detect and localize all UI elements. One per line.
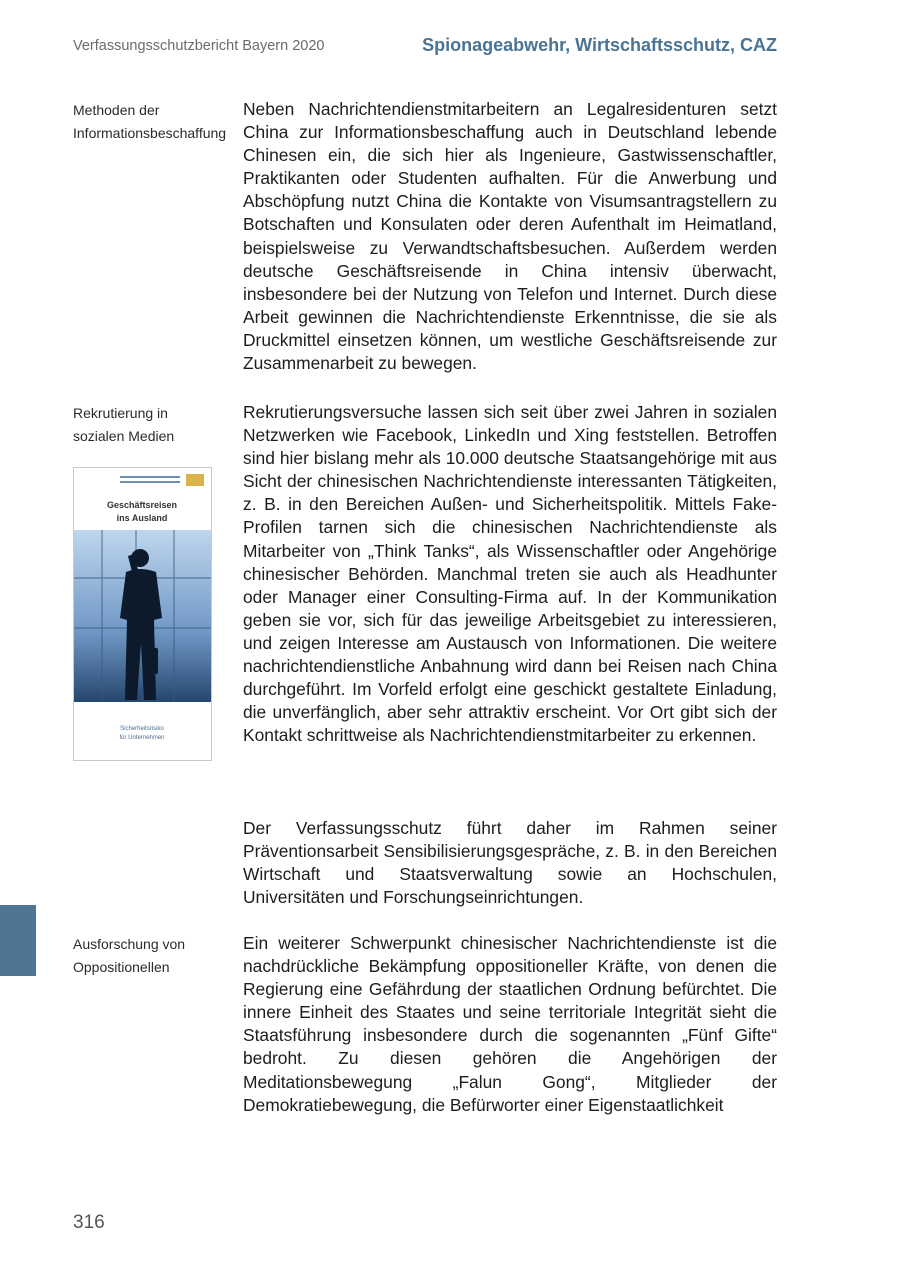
brochure-footer-line2: für Unternehmen xyxy=(119,735,165,741)
paragraph-rekrutierung: Rekrutierungsversuche lassen sich seit über zwei Jahren in sozialen Netzwerken wie Facebook, LinkedIn und Xing feststellen. Betroffen sind hier bislang mehr als 10.000 deutsche Staatsangehörige mit aus Sicht der chinesischen Nachrichtendienste interessanten Tätigkeiten, z. B. in den Bereichen Außen- und Sicherheitspolitik. Mittels Fake-Profilen tarnen sich die chinesischen Nachrichtendienste als Mitarbeiter von „Think Tanks“, als Wissenschaftler oder Angehörige chinesischer Behörden. Manchmal treten sie auch als Headhunter oder Manager einer Consulting-Firma auf. In der Kommunikation geben sie vor, sich für das jeweilige Arbeitsgebiet zu interessieren, und zeigen Interesse am Austausch von Informationen. Die weitere nachrichtendienstliche Anbahnung wird dann bei Reisen nach China durchgeführt. Im Vorfeld erfolgt eine geschickt gestaltete Einladung, die unverfänglich, aber sehr attraktiv erscheint. Vor Ort gibt sich der Kontakt schrittweise als Nachrichtendienstmitarbeiter zu erkennen. xyxy=(243,402,777,746)
margin-note-rekrutierung: Rekrutierung in sozialen Medien xyxy=(73,405,175,444)
paragraph-praevention: Der Verfassungsschutz führt daher im Rahmen seiner Präventionsarbeit Sensibilisierungsgespräche, z. B. in den Bereichen Wirtschaft und Staatsverwaltung sowie an Hochschulen, Universitäten und Forschungseinrichtungen. xyxy=(243,818,777,908)
coat-of-arms-icon xyxy=(186,474,204,486)
page-number: 316 xyxy=(73,1212,105,1233)
brochure-cover-image xyxy=(73,467,212,761)
paragraph-ausforschung: Ein weiterer Schwerpunkt chinesischer Nachrichtendienste ist die nachdrückliche Bekämpfung oppositioneller Kräfte, von denen die Regierung eine Gefährdung der staatlichen Ordnung befürchtet. Die innere Einheit des Staates und seine territoriale Integrität sieht die Staatsführung insbesondere durch die sogenannten „Fünf Gifte“ bedroht. Zu diesen gehören die Angehörigen der Meditationsbewegung „Falun Gong“, Mitglieder der Demokratiebewegung, die Befürworter einer Eigenstaatlichkeit xyxy=(243,933,777,1115)
paragraph-informationsbeschaffung: Neben Nachrichtendienstmitarbeitern an Legalresidenturen setzt China zur Informationsbeschaffung auch in Deutschland lebende Chinesen ein, die sich hier als Ingenieure, Gastwissenschaftler, Praktikanten oder Studenten aufhalten. Für die Anwerbung und Abschöpfung nutzt China die Kontakte von Visumsantragstellern zu Botschaften und Konsulaten oder deren Aufenthalt im Heimatland, beispielsweise zu Verwandtschaftsbesuchen. Außerdem werden deutsche Geschäftsreisende in China intensiv überwacht, insbesondere bei der Nutzung von Telefon und Internet. Durch diese Arbeit gewinnen die Nachrichtendienste Erkenntnisse, die sie als Druckmittel einsetzen können, um westliche Geschäftsreisende zur Zusammenarbeit zu bewegen. xyxy=(243,99,777,374)
running-header-left: Verfassungsschutzbericht Bayern 2020 xyxy=(73,38,325,54)
running-header-section-title: Spionageabwehr, Wirtschaftsschutz, CAZ xyxy=(422,35,777,55)
margin-note-ausforschung: Ausforschung von Oppositionellen xyxy=(73,936,186,975)
margin-note-methoden: Methoden der Informationsbeschaffung xyxy=(73,102,227,141)
brochure-publisher-line xyxy=(120,476,180,478)
brochure-publisher-line xyxy=(120,481,180,483)
brochure-title-line2: ins Ausland xyxy=(116,513,168,523)
brochure-footer-line1: Sicherheitsrisiko xyxy=(120,726,164,732)
chapter-side-tab xyxy=(0,905,36,976)
brochure-title-line1: Geschäftsreisen xyxy=(106,500,178,510)
